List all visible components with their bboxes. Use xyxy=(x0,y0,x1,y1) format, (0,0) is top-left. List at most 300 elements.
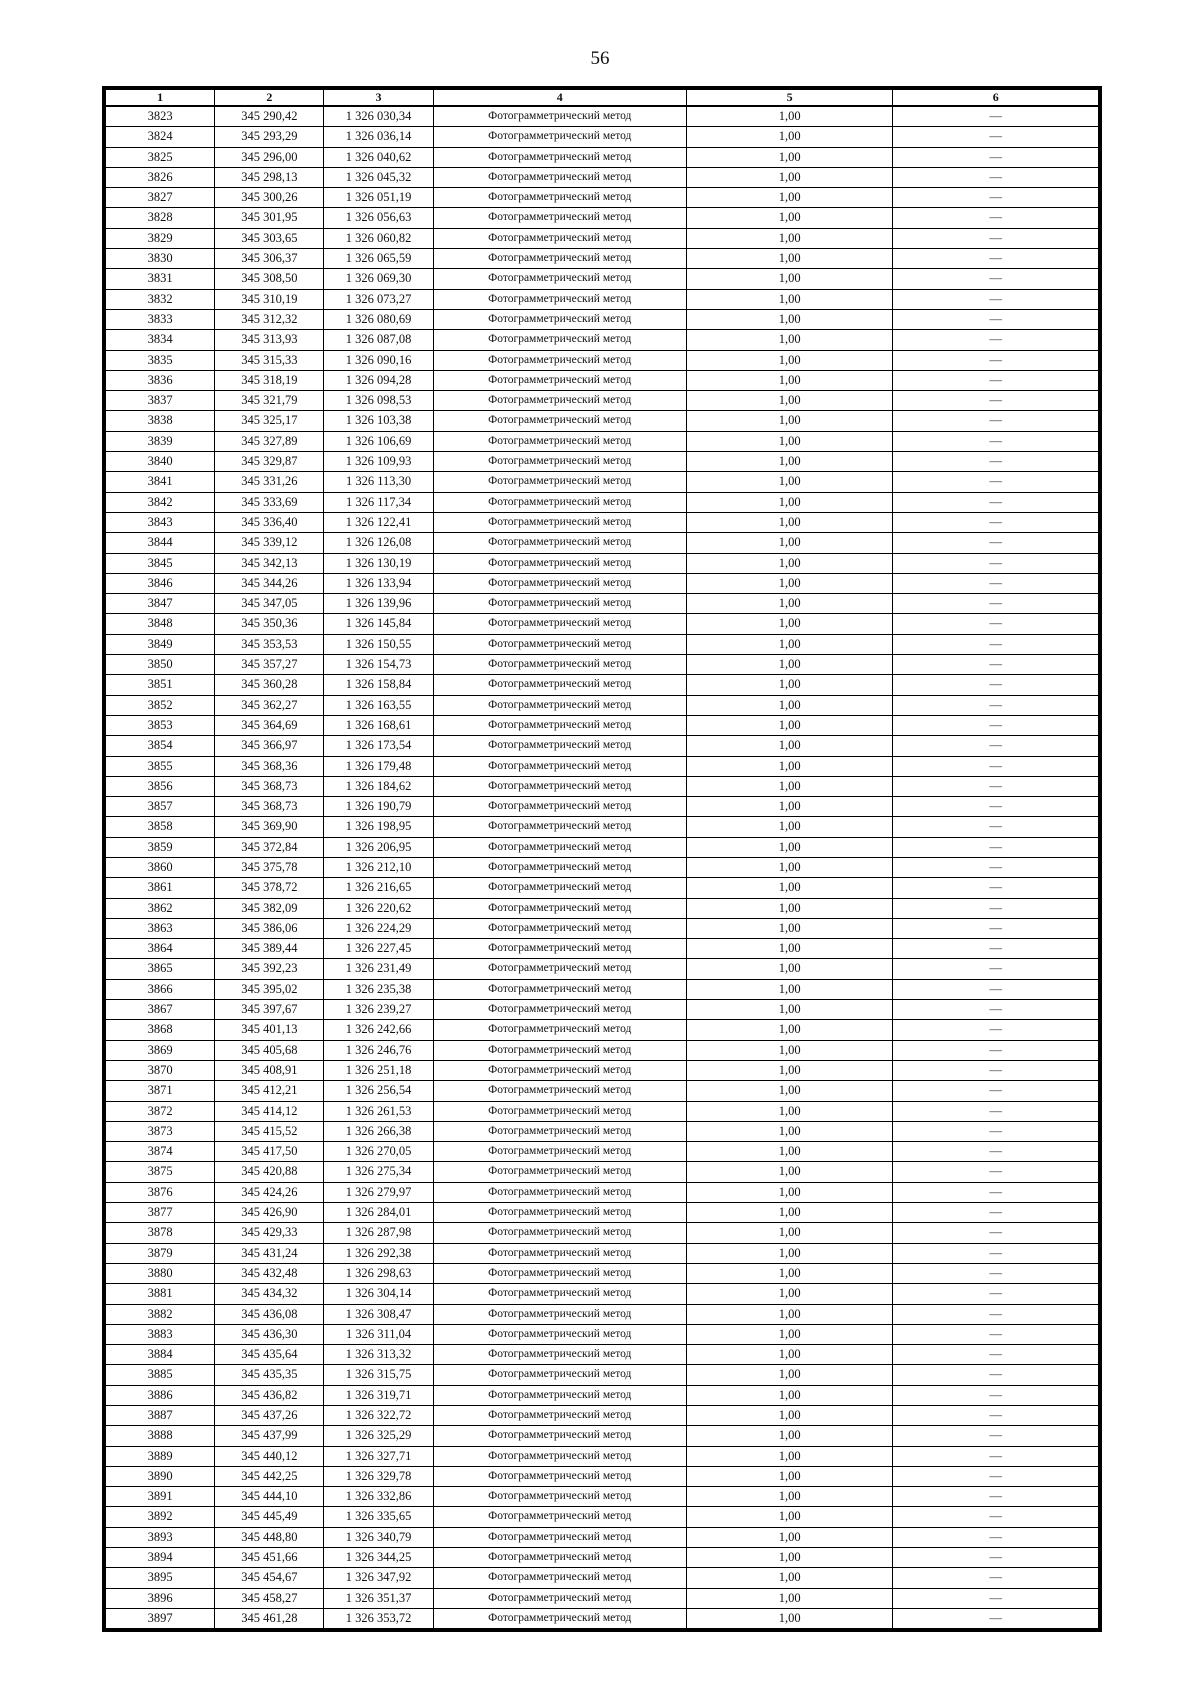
description-cell: — xyxy=(893,350,1099,370)
x-coordinate-cell: 345 325,17 xyxy=(215,411,324,431)
y-coordinate-cell: 1 326 126,08 xyxy=(324,533,433,553)
accuracy-cell: 1,00 xyxy=(686,106,893,127)
accuracy-cell: 1,00 xyxy=(686,979,893,999)
y-coordinate-cell: 1 326 056,63 xyxy=(324,208,433,228)
method-cell: Фотограмметрический метод xyxy=(433,1121,686,1141)
description-cell: — xyxy=(893,594,1099,614)
point-number-cell: 3833 xyxy=(106,309,215,329)
point-number-cell: 3856 xyxy=(106,776,215,796)
method-cell: Фотограмметрический метод xyxy=(433,452,686,472)
x-coordinate-cell: 345 454,67 xyxy=(215,1568,324,1588)
accuracy-cell: 1,00 xyxy=(686,350,893,370)
point-number-cell: 3835 xyxy=(106,350,215,370)
method-cell: Фотограмметрический метод xyxy=(433,106,686,127)
table-row xyxy=(106,675,1099,695)
accuracy-cell: 1,00 xyxy=(686,1365,893,1385)
point-number-cell: 3831 xyxy=(106,269,215,289)
x-coordinate-cell: 345 435,64 xyxy=(215,1345,324,1365)
point-number-cell: 3885 xyxy=(106,1365,215,1385)
method-cell: Фотограмметрический метод xyxy=(433,553,686,573)
y-coordinate-cell: 1 326 103,38 xyxy=(324,411,433,431)
x-coordinate-cell: 345 417,50 xyxy=(215,1142,324,1162)
description-cell: — xyxy=(893,1121,1099,1141)
accuracy-cell: 1,00 xyxy=(686,1040,893,1060)
description-cell: — xyxy=(893,1466,1099,1486)
description-cell: — xyxy=(893,1527,1099,1547)
x-coordinate-cell: 345 382,09 xyxy=(215,898,324,918)
y-coordinate-cell: 1 326 311,04 xyxy=(324,1324,433,1344)
description-cell: — xyxy=(893,817,1099,837)
description-cell: — xyxy=(893,675,1099,695)
x-coordinate-cell: 345 448,80 xyxy=(215,1527,324,1547)
x-coordinate-cell: 345 408,91 xyxy=(215,1060,324,1080)
table-row xyxy=(106,1203,1099,1223)
point-number-cell: 3853 xyxy=(106,715,215,735)
method-cell: Фотограмметрический метод xyxy=(433,147,686,167)
y-coordinate-cell: 1 326 109,93 xyxy=(324,452,433,472)
y-coordinate-cell: 1 326 353,72 xyxy=(324,1608,433,1628)
description-cell: — xyxy=(893,188,1099,208)
y-coordinate-cell: 1 326 036,14 xyxy=(324,127,433,147)
x-coordinate-cell: 345 397,67 xyxy=(215,1000,324,1020)
method-cell: Фотограмметрический метод xyxy=(433,167,686,187)
y-coordinate-cell: 1 326 139,96 xyxy=(324,594,433,614)
description-cell: — xyxy=(893,1446,1099,1466)
accuracy-cell: 1,00 xyxy=(686,472,893,492)
point-number-cell: 3876 xyxy=(106,1182,215,1202)
y-coordinate-cell: 1 326 206,95 xyxy=(324,837,433,857)
method-cell: Фотограмметрический метод xyxy=(433,1548,686,1568)
accuracy-cell: 1,00 xyxy=(686,655,893,675)
method-cell: Фотограмметрический метод xyxy=(433,249,686,269)
y-coordinate-cell: 1 326 335,65 xyxy=(324,1507,433,1527)
point-number-cell: 3837 xyxy=(106,391,215,411)
table-row xyxy=(106,1121,1099,1141)
accuracy-cell: 1,00 xyxy=(686,878,893,898)
description-cell: — xyxy=(893,452,1099,472)
y-coordinate-cell: 1 326 322,72 xyxy=(324,1406,433,1426)
method-cell: Фотограмметрический метод xyxy=(433,939,686,959)
point-number-cell: 3889 xyxy=(106,1446,215,1466)
point-number-cell: 3882 xyxy=(106,1304,215,1324)
point-number-cell: 3874 xyxy=(106,1142,215,1162)
accuracy-cell: 1,00 xyxy=(686,228,893,248)
point-number-cell: 3896 xyxy=(106,1588,215,1608)
accuracy-cell: 1,00 xyxy=(686,1304,893,1324)
description-cell: — xyxy=(893,959,1099,979)
x-coordinate-cell: 345 301,95 xyxy=(215,208,324,228)
x-coordinate-cell: 345 415,52 xyxy=(215,1121,324,1141)
table-row xyxy=(106,1040,1099,1060)
accuracy-cell: 1,00 xyxy=(686,1223,893,1243)
point-number-cell: 3865 xyxy=(106,959,215,979)
x-coordinate-cell: 345 424,26 xyxy=(215,1182,324,1202)
method-cell: Фотограмметрический метод xyxy=(433,1568,686,1588)
y-coordinate-cell: 1 326 270,05 xyxy=(324,1142,433,1162)
description-cell: — xyxy=(893,228,1099,248)
table-row xyxy=(106,289,1099,309)
point-number-cell: 3842 xyxy=(106,492,215,512)
table-row xyxy=(106,1081,1099,1101)
table-row xyxy=(106,188,1099,208)
method-cell: Фотограмметрический метод xyxy=(433,1304,686,1324)
x-coordinate-cell: 345 389,44 xyxy=(215,939,324,959)
description-cell: — xyxy=(893,208,1099,228)
description-cell: — xyxy=(893,1020,1099,1040)
x-coordinate-cell: 345 315,33 xyxy=(215,350,324,370)
y-coordinate-cell: 1 326 235,38 xyxy=(324,979,433,999)
accuracy-cell: 1,00 xyxy=(686,1345,893,1365)
method-cell: Фотограмметрический метод xyxy=(433,1324,686,1344)
accuracy-cell: 1,00 xyxy=(686,573,893,593)
y-coordinate-cell: 1 326 256,54 xyxy=(324,1081,433,1101)
y-coordinate-cell: 1 326 325,29 xyxy=(324,1426,433,1446)
accuracy-cell: 1,00 xyxy=(686,1487,893,1507)
table-row xyxy=(106,1568,1099,1588)
accuracy-cell: 1,00 xyxy=(686,269,893,289)
x-coordinate-cell: 345 440,12 xyxy=(215,1446,324,1466)
x-coordinate-cell: 345 298,13 xyxy=(215,167,324,187)
description-cell: — xyxy=(893,1081,1099,1101)
method-cell: Фотограмметрический метод xyxy=(433,208,686,228)
table-row xyxy=(106,979,1099,999)
accuracy-cell: 1,00 xyxy=(686,1142,893,1162)
y-coordinate-cell: 1 326 040,62 xyxy=(324,147,433,167)
description-cell: — xyxy=(893,1588,1099,1608)
description-cell: — xyxy=(893,1548,1099,1568)
point-number-cell: 3893 xyxy=(106,1527,215,1547)
point-number-cell: 3843 xyxy=(106,512,215,532)
point-number-cell: 3829 xyxy=(106,228,215,248)
table-row xyxy=(106,167,1099,187)
accuracy-cell: 1,00 xyxy=(686,330,893,350)
description-cell: — xyxy=(893,1365,1099,1385)
y-coordinate-cell: 1 326 106,69 xyxy=(324,431,433,451)
table-row xyxy=(106,249,1099,269)
description-cell: — xyxy=(893,269,1099,289)
point-number-cell: 3855 xyxy=(106,756,215,776)
method-cell: Фотограмметрический метод xyxy=(433,1507,686,1527)
table-row xyxy=(106,1365,1099,1385)
description-cell: — xyxy=(893,431,1099,451)
y-coordinate-cell: 1 326 190,79 xyxy=(324,797,433,817)
description-cell: — xyxy=(893,1000,1099,1020)
accuracy-cell: 1,00 xyxy=(686,837,893,857)
table-row xyxy=(106,756,1099,776)
description-cell: — xyxy=(893,1345,1099,1365)
accuracy-cell: 1,00 xyxy=(686,797,893,817)
x-coordinate-cell: 345 444,10 xyxy=(215,1487,324,1507)
point-number-cell: 3828 xyxy=(106,208,215,228)
x-coordinate-cell: 345 310,19 xyxy=(215,289,324,309)
point-number-cell: 3844 xyxy=(106,533,215,553)
y-coordinate-cell: 1 326 287,98 xyxy=(324,1223,433,1243)
method-cell: Фотограмметрический метод xyxy=(433,1040,686,1060)
point-number-cell: 3864 xyxy=(106,939,215,959)
description-cell: — xyxy=(893,756,1099,776)
x-coordinate-cell: 345 372,84 xyxy=(215,837,324,857)
table-row xyxy=(106,1304,1099,1324)
method-cell: Фотограмметрический метод xyxy=(433,1385,686,1405)
table-row xyxy=(106,472,1099,492)
table-row xyxy=(106,1162,1099,1182)
description-cell: — xyxy=(893,1060,1099,1080)
table-row xyxy=(106,1548,1099,1568)
y-coordinate-cell: 1 326 231,49 xyxy=(324,959,433,979)
table-row xyxy=(106,370,1099,390)
y-coordinate-cell: 1 326 332,86 xyxy=(324,1487,433,1507)
table-row xyxy=(106,1060,1099,1080)
accuracy-cell: 1,00 xyxy=(686,188,893,208)
table-row xyxy=(106,106,1099,127)
accuracy-cell: 1,00 xyxy=(686,695,893,715)
point-number-cell: 3862 xyxy=(106,898,215,918)
point-number-cell: 3854 xyxy=(106,736,215,756)
accuracy-cell: 1,00 xyxy=(686,1446,893,1466)
method-cell: Фотограмметрический метод xyxy=(433,1203,686,1223)
x-coordinate-cell: 345 336,40 xyxy=(215,512,324,532)
table-row xyxy=(106,533,1099,553)
method-cell: Фотограмметрический метод xyxy=(433,1162,686,1182)
accuracy-cell: 1,00 xyxy=(686,1548,893,1568)
accuracy-cell: 1,00 xyxy=(686,634,893,654)
x-coordinate-cell: 345 369,90 xyxy=(215,817,324,837)
accuracy-cell: 1,00 xyxy=(686,1507,893,1527)
accuracy-cell: 1,00 xyxy=(686,167,893,187)
point-number-cell: 3846 xyxy=(106,573,215,593)
method-cell: Фотограмметрический метод xyxy=(433,1060,686,1080)
description-cell: — xyxy=(893,939,1099,959)
accuracy-cell: 1,00 xyxy=(686,1121,893,1141)
method-cell: Фотограмметрический метод xyxy=(433,269,686,289)
method-cell: Фотограмметрический метод xyxy=(433,655,686,675)
x-coordinate-cell: 345 451,66 xyxy=(215,1548,324,1568)
x-coordinate-cell: 345 434,32 xyxy=(215,1284,324,1304)
point-number-cell: 3852 xyxy=(106,695,215,715)
x-coordinate-cell: 345 412,21 xyxy=(215,1081,324,1101)
method-cell: Фотограмметрический метод xyxy=(433,695,686,715)
point-number-cell: 3845 xyxy=(106,553,215,573)
x-coordinate-cell: 345 445,49 xyxy=(215,1507,324,1527)
y-coordinate-cell: 1 326 227,45 xyxy=(324,939,433,959)
y-coordinate-cell: 1 326 090,16 xyxy=(324,350,433,370)
accuracy-cell: 1,00 xyxy=(686,898,893,918)
table-row xyxy=(106,127,1099,147)
y-coordinate-cell: 1 326 313,32 xyxy=(324,1345,433,1365)
point-number-cell: 3868 xyxy=(106,1020,215,1040)
accuracy-cell: 1,00 xyxy=(686,1385,893,1405)
table-row xyxy=(106,715,1099,735)
method-cell: Фотограмметрический метод xyxy=(433,533,686,553)
x-coordinate-cell: 345 364,69 xyxy=(215,715,324,735)
coordinates-table-frame xyxy=(102,86,1102,1632)
description-cell: — xyxy=(893,533,1099,553)
x-coordinate-cell: 345 357,27 xyxy=(215,655,324,675)
y-coordinate-cell: 1 326 080,69 xyxy=(324,309,433,329)
description-cell: — xyxy=(893,614,1099,634)
accuracy-cell: 1,00 xyxy=(686,249,893,269)
x-coordinate-cell: 345 360,28 xyxy=(215,675,324,695)
description-cell: — xyxy=(893,1304,1099,1324)
description-cell: — xyxy=(893,1243,1099,1263)
description-cell: — xyxy=(893,1284,1099,1304)
table-row xyxy=(106,939,1099,959)
method-cell: Фотограмметрический метод xyxy=(433,431,686,451)
point-number-cell: 3877 xyxy=(106,1203,215,1223)
accuracy-cell: 1,00 xyxy=(686,918,893,938)
description-cell: — xyxy=(893,249,1099,269)
point-number-cell: 3826 xyxy=(106,167,215,187)
point-number-cell: 3861 xyxy=(106,878,215,898)
method-cell: Фотограмметрический метод xyxy=(433,1588,686,1608)
y-coordinate-cell: 1 326 150,55 xyxy=(324,634,433,654)
method-cell: Фотограмметрический метод xyxy=(433,1426,686,1446)
method-cell: Фотограмметрический метод xyxy=(433,1142,686,1162)
table-row xyxy=(106,857,1099,877)
description-cell: — xyxy=(893,1487,1099,1507)
accuracy-cell: 1,00 xyxy=(686,289,893,309)
table-row xyxy=(106,1588,1099,1608)
description-cell: — xyxy=(893,695,1099,715)
point-number-cell: 3870 xyxy=(106,1060,215,1080)
y-coordinate-cell: 1 326 051,19 xyxy=(324,188,433,208)
description-cell: — xyxy=(893,127,1099,147)
x-coordinate-cell: 345 426,90 xyxy=(215,1203,324,1223)
accuracy-cell: 1,00 xyxy=(686,959,893,979)
accuracy-cell: 1,00 xyxy=(686,208,893,228)
point-number-cell: 3823 xyxy=(106,106,215,127)
x-coordinate-cell: 345 431,24 xyxy=(215,1243,324,1263)
y-coordinate-cell: 1 326 060,82 xyxy=(324,228,433,248)
table-row xyxy=(106,431,1099,451)
x-coordinate-cell: 345 296,00 xyxy=(215,147,324,167)
point-number-cell: 3825 xyxy=(106,147,215,167)
table-row xyxy=(106,1406,1099,1426)
y-coordinate-cell: 1 326 145,84 xyxy=(324,614,433,634)
method-cell: Фотограмметрический метод xyxy=(433,1101,686,1121)
description-cell: — xyxy=(893,472,1099,492)
table-row xyxy=(106,1608,1099,1628)
point-number-cell: 3879 xyxy=(106,1243,215,1263)
x-coordinate-cell: 345 344,26 xyxy=(215,573,324,593)
point-number-cell: 3848 xyxy=(106,614,215,634)
y-coordinate-cell: 1 326 304,14 xyxy=(324,1284,433,1304)
table-row xyxy=(106,918,1099,938)
y-coordinate-cell: 1 326 275,34 xyxy=(324,1162,433,1182)
point-number-cell: 3884 xyxy=(106,1345,215,1365)
table-row xyxy=(106,452,1099,472)
table-row xyxy=(106,553,1099,573)
accuracy-cell: 1,00 xyxy=(686,715,893,735)
x-coordinate-cell: 345 378,72 xyxy=(215,878,324,898)
point-number-cell: 3834 xyxy=(106,330,215,350)
description-cell: — xyxy=(893,1203,1099,1223)
x-coordinate-cell: 345 436,82 xyxy=(215,1385,324,1405)
method-cell: Фотограмметрический метод xyxy=(433,918,686,938)
method-cell: Фотограмметрический метод xyxy=(433,1406,686,1426)
table-row xyxy=(106,1020,1099,1040)
method-cell: Фотограмметрический метод xyxy=(433,614,686,634)
method-cell: Фотограмметрический метод xyxy=(433,391,686,411)
table-row xyxy=(106,837,1099,857)
x-coordinate-cell: 345 331,26 xyxy=(215,472,324,492)
table-row xyxy=(106,1000,1099,1020)
y-coordinate-cell: 1 326 246,76 xyxy=(324,1040,433,1060)
description-cell: — xyxy=(893,1162,1099,1182)
y-coordinate-cell: 1 326 340,79 xyxy=(324,1527,433,1547)
x-coordinate-cell: 345 437,26 xyxy=(215,1406,324,1426)
header-col-4: 4 xyxy=(433,90,686,107)
y-coordinate-cell: 1 326 224,29 xyxy=(324,918,433,938)
table-row xyxy=(106,350,1099,370)
x-coordinate-cell: 345 342,13 xyxy=(215,553,324,573)
table-row xyxy=(106,1446,1099,1466)
description-cell: — xyxy=(893,1507,1099,1527)
point-number-cell: 3857 xyxy=(106,797,215,817)
x-coordinate-cell: 345 318,19 xyxy=(215,370,324,390)
x-coordinate-cell: 345 368,73 xyxy=(215,797,324,817)
point-number-cell: 3891 xyxy=(106,1487,215,1507)
x-coordinate-cell: 345 339,12 xyxy=(215,533,324,553)
header-col-1: 1 xyxy=(106,90,215,107)
table-row xyxy=(106,1101,1099,1121)
description-cell: — xyxy=(893,512,1099,532)
point-number-cell: 3875 xyxy=(106,1162,215,1182)
table-row xyxy=(106,1466,1099,1486)
description-cell: — xyxy=(893,634,1099,654)
description-cell: — xyxy=(893,492,1099,512)
point-number-cell: 3869 xyxy=(106,1040,215,1060)
x-coordinate-cell: 345 442,25 xyxy=(215,1466,324,1486)
x-coordinate-cell: 345 436,30 xyxy=(215,1324,324,1344)
point-number-cell: 3859 xyxy=(106,837,215,857)
accuracy-cell: 1,00 xyxy=(686,492,893,512)
x-coordinate-cell: 345 437,99 xyxy=(215,1426,324,1446)
method-cell: Фотограмметрический метод xyxy=(433,1608,686,1628)
y-coordinate-cell: 1 326 242,66 xyxy=(324,1020,433,1040)
accuracy-cell: 1,00 xyxy=(686,594,893,614)
point-number-cell: 3890 xyxy=(106,1466,215,1486)
x-coordinate-cell: 345 386,06 xyxy=(215,918,324,938)
method-cell: Фотограмметрический метод xyxy=(433,715,686,735)
table-row xyxy=(106,1284,1099,1304)
table-row xyxy=(106,1527,1099,1547)
point-number-cell: 3851 xyxy=(106,675,215,695)
x-coordinate-cell: 345 290,42 xyxy=(215,106,324,127)
accuracy-cell: 1,00 xyxy=(686,431,893,451)
x-coordinate-cell: 345 368,36 xyxy=(215,756,324,776)
method-cell: Фотограмметрический метод xyxy=(433,1345,686,1365)
table-row xyxy=(106,330,1099,350)
description-cell: — xyxy=(893,1182,1099,1202)
point-number-cell: 3881 xyxy=(106,1284,215,1304)
accuracy-cell: 1,00 xyxy=(686,756,893,776)
method-cell: Фотограмметрический метод xyxy=(433,1081,686,1101)
method-cell: Фотограмметрический метод xyxy=(433,837,686,857)
point-number-cell: 3850 xyxy=(106,655,215,675)
y-coordinate-cell: 1 326 030,34 xyxy=(324,106,433,127)
point-number-cell: 3883 xyxy=(106,1324,215,1344)
accuracy-cell: 1,00 xyxy=(686,370,893,390)
description-cell: — xyxy=(893,553,1099,573)
description-cell: — xyxy=(893,1324,1099,1344)
table-row xyxy=(106,411,1099,431)
description-cell: — xyxy=(893,898,1099,918)
point-number-cell: 3827 xyxy=(106,188,215,208)
table-row xyxy=(106,695,1099,715)
x-coordinate-cell: 345 458,27 xyxy=(215,1588,324,1608)
accuracy-cell: 1,00 xyxy=(686,1020,893,1040)
